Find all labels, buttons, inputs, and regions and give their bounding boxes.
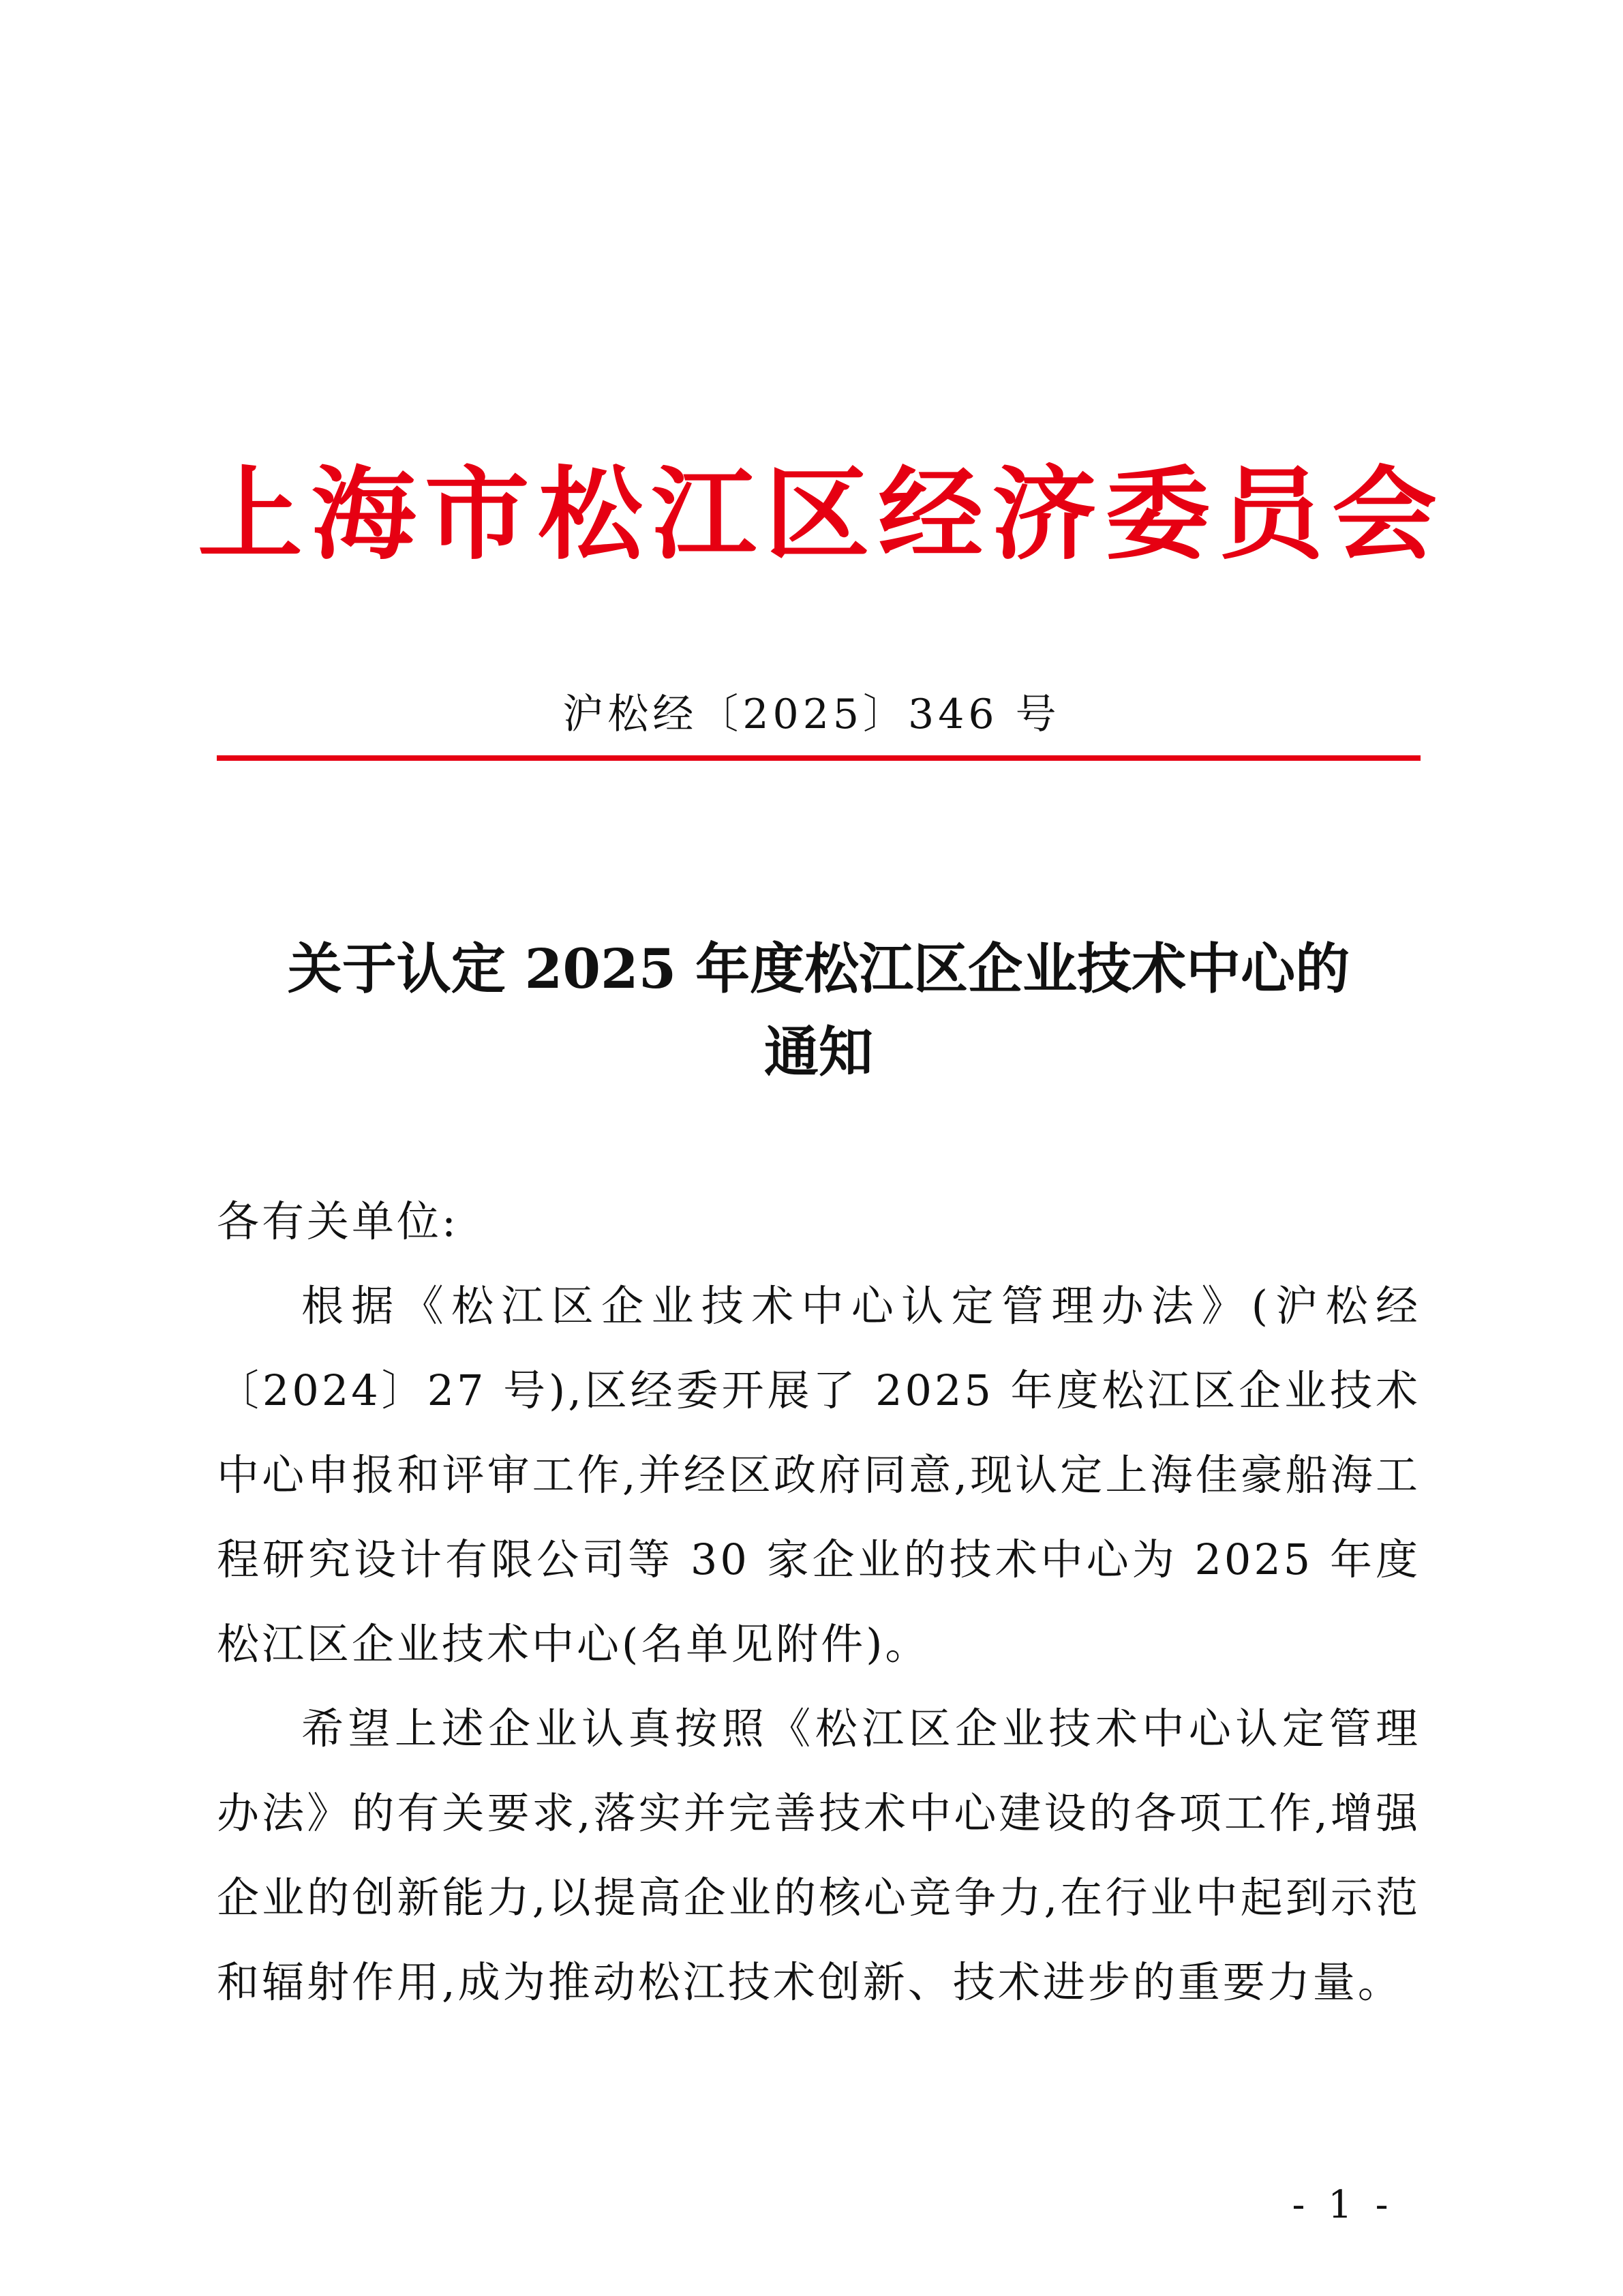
document-number: 沪松经〔2025〕346 号 <box>562 691 1061 738</box>
document-body <box>217 1179 1421 2025</box>
document-title <box>217 927 1421 1093</box>
salutation: 各有关单位: <box>217 1196 459 1246</box>
issuer-masthead: 上海市松江区经济委员会 <box>198 456 1446 573</box>
page-number: - 1 - <box>1292 2183 1394 2227</box>
title-line-1: 关于认定 2025 年度松江区企业技术中心的 <box>287 937 1350 1001</box>
title-line-2: 通知 <box>764 1020 873 1084</box>
body-paragraph: 希望上述企业认真按照《松江区企业技术中心认定管理办法》的有关要求,落实并完善技术中心建设的各项工作,增强企业的创新能力,以提高企业的核心竞争力,在行业中起到示范和辐射作用,成为推动松江技术创新、技术进步的重要力量。 <box>217 1704 1421 2007</box>
body-paragraph: 根据《松江区企业技术中心认定管理办法》(沪松经〔2024〕27 号),区经委开展了 2025 年度松江区企业技术中心申报和评审工作,并经区政府同意,现认定上海佳豪船海工程研究设计有限公司等 30 家企业的技术中心为 2025 年度松江区企业技术中心(名单见附件)。 <box>217 1281 1421 1669</box>
red-divider-line <box>217 755 1421 761</box>
